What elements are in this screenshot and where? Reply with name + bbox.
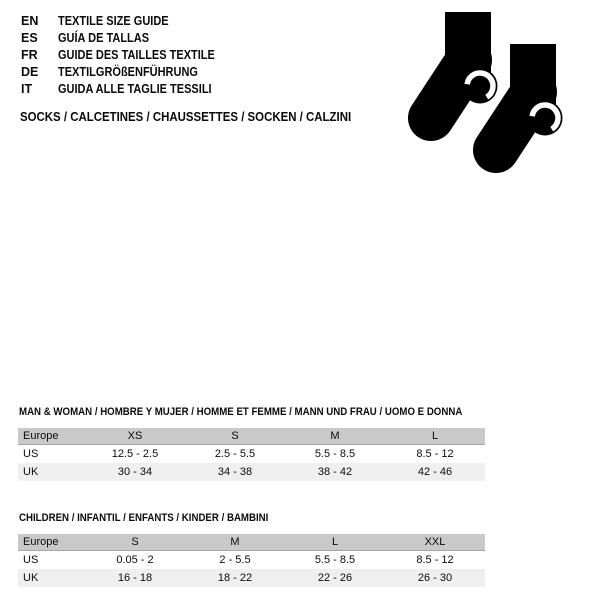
row-label: UK [23,466,39,478]
language-row [21,64,236,81]
language-row [21,12,236,29]
size-cell: 2.5 - 5.5 [214,448,256,460]
row-label: US [23,554,39,566]
size-cell: 12.5 - 2.5 [111,448,159,460]
language-label: GUÍA DE TALLAS [58,30,150,45]
size-cell: 42 - 46 [417,466,453,478]
language-code: ES [21,30,38,45]
children-size-table [18,512,485,587]
column-header: Europe [23,536,59,548]
column-header: M [230,536,240,548]
size-cell: 2 - 5.5 [219,554,251,566]
size-cell: 8.5 - 12 [416,448,454,460]
language-row [21,29,236,46]
table-row [18,445,485,463]
column-header: S [231,430,239,442]
column-header: L [431,430,439,442]
language-label: GUIDE DES TAILLES TEXTILE [58,47,215,62]
size-cell: 5.5 - 8.5 [314,448,356,460]
column-header: Europe [23,430,59,442]
column-header: M [330,430,340,442]
column-header: XXL [424,536,446,548]
table-title: CHILDREN / INFANTIL / ENFANTS / KINDER / BAMBINI [19,512,269,524]
size-cell: 8.5 - 12 [416,554,454,566]
category-title: SOCKS / CALCETINES / CHAUSSETTES / SOCKEN / CALZINI [20,109,352,124]
language-code: FR [21,47,38,62]
language-row [21,81,236,98]
size-cell: 18 - 22 [217,572,253,584]
size-cell: 0.05 - 2 [116,554,154,566]
table-header-row [18,534,485,551]
column-header: S [131,536,139,548]
size-cell: 22 - 26 [317,572,353,584]
table-row [18,463,485,481]
language-list [21,12,236,98]
language-code: IT [21,82,33,97]
language-code: EN [21,13,39,28]
table-header-row [18,428,485,445]
language-label: TEXTILE SIZE GUIDE [58,13,169,28]
size-cell: 38 - 42 [317,466,353,478]
size-cell: 30 - 34 [117,466,153,478]
size-cell: 26 - 30 [417,572,453,584]
language-code: DE [21,65,39,80]
column-header: XS [127,430,143,442]
column-header: L [331,536,339,548]
table-title: MAN & WOMAN / HOMBRE Y MUJER / HOMME ET FEMME / MANN UND FRAU / UOMO E DONNA [19,406,463,418]
table-row [18,551,485,569]
adults-size-table [18,406,485,481]
language-row [21,46,236,63]
size-cell: 34 - 38 [217,466,253,478]
socks-icon [403,8,568,186]
row-label: UK [23,572,39,584]
size-cell: 5.5 - 8.5 [314,554,356,566]
row-label: US [23,448,39,460]
size-cell: 16 - 18 [117,572,153,584]
language-label: TEXTILGRÖßENFÜHRUNG [58,65,198,80]
language-label: GUIDA ALLE TAGLIE TESSILI [58,82,212,97]
table-row [18,569,485,587]
